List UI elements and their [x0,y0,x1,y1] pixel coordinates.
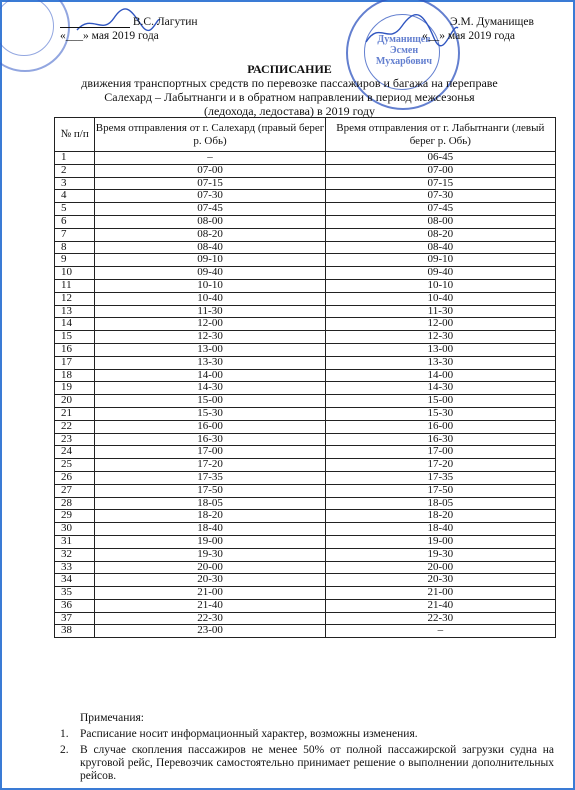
row-number: 31 [55,535,95,548]
table-row [55,459,556,472]
labytnangi-time: 08-20 [325,228,555,241]
labytnangi-time: 17-20 [325,459,555,472]
table-row [55,535,556,548]
row-number: 28 [55,497,95,510]
table-row [55,318,556,331]
table-row [55,510,556,523]
salekhard-time: 12-30 [95,331,325,344]
table-row [55,267,556,280]
labytnangi-time: 21-40 [325,599,555,612]
row-number: 3 [55,177,95,190]
labytnangi-time: 10-40 [325,292,555,305]
table-row [55,305,556,318]
approval-left-name: В.С. Лагутин [132,16,198,28]
salekhard-time: 07-45 [95,203,325,216]
salekhard-time: 09-40 [95,267,325,280]
header-number: № п/п [55,118,95,152]
table-row [55,241,556,254]
labytnangi-time: 13-30 [325,356,555,369]
row-number: 29 [55,510,95,523]
salekhard-time: 17-20 [95,459,325,472]
row-number: 26 [55,471,95,484]
salekhard-time: 17-50 [95,484,325,497]
salekhard-time: 09-10 [95,254,325,267]
table-row [55,279,556,292]
labytnangi-time: 16-30 [325,433,555,446]
row-number: 4 [55,190,95,203]
table-row [55,523,556,536]
table-row [55,497,556,510]
row-number: 27 [55,484,95,497]
title-line-2: движения транспортных средств по перевозке пассажиров и багажа на переправе [81,76,498,90]
table-row [55,446,556,459]
note-text: Расписание носит информационный характер, возможны изменения. [80,728,418,740]
salekhard-time: 17-35 [95,471,325,484]
row-number: 22 [55,420,95,433]
labytnangi-time: 18-40 [325,523,555,536]
labytnangi-time: 21-00 [325,587,555,600]
labytnangi-time: 19-00 [325,535,555,548]
salekhard-time: 13-30 [95,356,325,369]
labytnangi-time: 17-35 [325,471,555,484]
row-number: 34 [55,574,95,587]
salekhard-time: 22-30 [95,612,325,625]
table-row [55,382,556,395]
table-row [55,164,556,177]
labytnangi-time: 07-45 [325,203,555,216]
salekhard-time: 07-15 [95,177,325,190]
row-number: 23 [55,433,95,446]
row-number: 8 [55,241,95,254]
table-row [55,420,556,433]
row-number: 33 [55,561,95,574]
row-number: 7 [55,228,95,241]
salekhard-time: 08-40 [95,241,325,254]
labytnangi-time: 07-30 [325,190,555,203]
table-row [55,190,556,203]
table-row [55,561,556,574]
table-row [55,369,556,382]
labytnangi-time: 09-10 [325,254,555,267]
labytnangi-time: 16-00 [325,420,555,433]
salekhard-time: 10-10 [95,279,325,292]
labytnangi-time: 12-30 [325,331,555,344]
stamp-right-text: Думанищев Эсмен Мухарбович [375,34,433,67]
row-number: 14 [55,318,95,331]
row-number: 16 [55,343,95,356]
table-row [55,152,556,165]
notes-section [60,712,554,783]
header-salekhard: Время отправления от г. Салехард (правый берег р. Обь) [95,118,325,152]
labytnangi-time: 12-00 [325,318,555,331]
salekhard-time: 21-40 [95,599,325,612]
labytnangi-time: 08-40 [325,241,555,254]
table-row [55,548,556,561]
approval-left [60,16,220,42]
labytnangi-time: 10-10 [325,279,555,292]
row-number: 13 [55,305,95,318]
row-number: 35 [55,587,95,600]
notes-title: Примечания: [80,712,144,724]
table-row [55,433,556,446]
table-row [55,215,556,228]
labytnangi-time: 19-30 [325,548,555,561]
note-text: В случае скопления пассажиров не менее 50% от полной пассажирской загрузки судна на круговой рейс, Перевозчик самостоятельно принимает решение о выполнении дополнительных рейсов. [80,744,554,782]
document-title [2,62,575,118]
row-number: 30 [55,523,95,536]
salekhard-time: 18-20 [95,510,325,523]
row-number: 5 [55,203,95,216]
labytnangi-time: 18-20 [325,510,555,523]
title-line-3: Салехард – Лабытнанги и в обратном направлении в период межсезонья [104,90,475,104]
labytnangi-time: 20-30 [325,574,555,587]
salekhard-time: 13-00 [95,343,325,356]
labytnangi-time: 11-30 [325,305,555,318]
row-number: 21 [55,407,95,420]
salekhard-time: 07-30 [95,190,325,203]
salekhard-time: 17-00 [95,446,325,459]
labytnangi-time: 13-00 [325,343,555,356]
row-number: 38 [55,625,95,638]
row-number: 19 [55,382,95,395]
labytnangi-time: 14-00 [325,369,555,382]
row-number: 37 [55,612,95,625]
salekhard-time: 21-00 [95,587,325,600]
labytnangi-time: 07-15 [325,177,555,190]
labytnangi-time: – [325,625,555,638]
labytnangi-time: 17-00 [325,446,555,459]
table-row [55,612,556,625]
row-number: 32 [55,548,95,561]
row-number: 1 [55,152,95,165]
table-row [55,407,556,420]
labytnangi-time: 22-30 [325,612,555,625]
title-heading: РАСПИСАНИЕ [247,62,332,76]
labytnangi-time: 15-30 [325,407,555,420]
salekhard-time: 10-40 [95,292,325,305]
table-row [55,203,556,216]
salekhard-time: 14-00 [95,369,325,382]
salekhard-time: 08-20 [95,228,325,241]
labytnangi-time: 07-00 [325,164,555,177]
table-row [55,599,556,612]
approval-right [382,16,572,42]
table-row [55,471,556,484]
row-number: 9 [55,254,95,267]
salekhard-time: 15-30 [95,407,325,420]
table-row [55,343,556,356]
row-number: 25 [55,459,95,472]
row-number: 10 [55,267,95,280]
row-number: 6 [55,215,95,228]
approval-right-date: «__» мая 2019 года [422,30,516,42]
row-number: 24 [55,446,95,459]
salekhard-time: 19-00 [95,535,325,548]
schedule-table [54,117,556,638]
approval-right-name: Э.М. Думанищев [450,16,534,28]
salekhard-time: 20-00 [95,561,325,574]
row-number: 2 [55,164,95,177]
salekhard-time: 11-30 [95,305,325,318]
row-number: 20 [55,395,95,408]
row-number: 15 [55,331,95,344]
table-row [55,356,556,369]
note-item: 2. В случае скопления пассажиров не менее 50% от полной пассажирской загрузки судна на круговой рейс, Перевозчик самостоятельно принимает решение о выполнении дополнительных рейсов. [60,744,554,782]
salekhard-time: 15-00 [95,395,325,408]
salekhard-time: 12-00 [95,318,325,331]
table-row [55,395,556,408]
row-number: 17 [55,356,95,369]
labytnangi-time: 09-40 [325,267,555,280]
salekhard-time: 16-00 [95,420,325,433]
title-line-4: (ледохода, ледостава) в 2019 году [203,104,376,118]
table-row [55,484,556,497]
table-row [55,587,556,600]
labytnangi-time: 20-00 [325,561,555,574]
labytnangi-time: 15-00 [325,395,555,408]
table-header-row [55,118,556,152]
row-number: 12 [55,292,95,305]
table-row [55,292,556,305]
salekhard-time: 07-00 [95,164,325,177]
salekhard-time: 16-30 [95,433,325,446]
salekhard-time: 23-00 [95,625,325,638]
header-labytnangi: Время отправления от г. Лабытнанги (левый берег р. Обь) [325,118,555,152]
table-body [55,152,556,638]
row-number: 36 [55,599,95,612]
table-row [55,254,556,267]
salekhard-time: 14-30 [95,382,325,395]
labytnangi-time: 06-45 [325,152,555,165]
table-row [55,574,556,587]
table-row [55,331,556,344]
salekhard-time: – [95,152,325,165]
labytnangi-time: 14-30 [325,382,555,395]
row-number: 11 [55,279,95,292]
row-number: 18 [55,369,95,382]
note-item: 1. Расписание носит информационный характер, возможны изменения. [60,728,418,740]
labytnangi-time: 08-00 [325,215,555,228]
labytnangi-time: 17-50 [325,484,555,497]
table-row [55,625,556,638]
labytnangi-time: 18-05 [325,497,555,510]
approval-left-date: «___» мая 2019 года [60,30,159,42]
salekhard-time: 20-30 [95,574,325,587]
table-row [55,228,556,241]
salekhard-time: 18-40 [95,523,325,536]
salekhard-time: 18-05 [95,497,325,510]
salekhard-time: 08-00 [95,215,325,228]
table-row [55,177,556,190]
salekhard-time: 19-30 [95,548,325,561]
